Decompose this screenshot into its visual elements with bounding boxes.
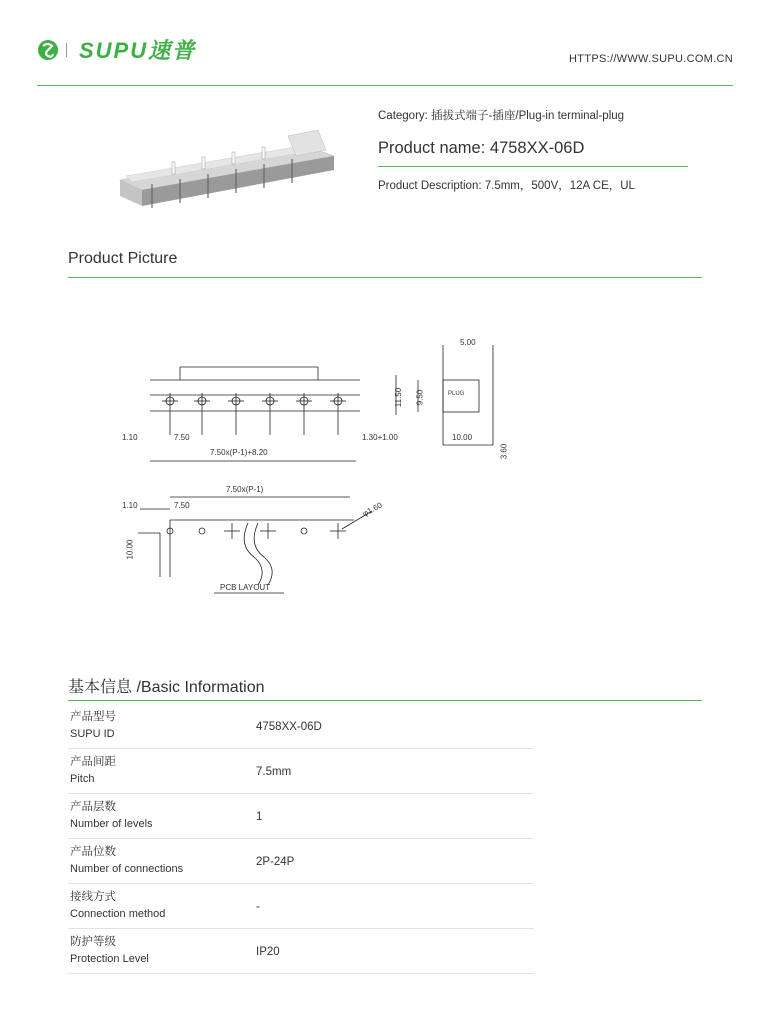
dim-bottom-total: 7.50x(P-1) <box>226 485 264 494</box>
row-label-zh: 防护等级 <box>70 936 116 948</box>
product-name-divider <box>378 166 688 167</box>
site-url[interactable]: HTTPS://WWW.SUPU.COM.CN <box>569 53 733 65</box>
dim-h2: 9.50 <box>415 389 425 406</box>
table-row <box>68 794 534 839</box>
dim-top-width: 5.00 <box>460 338 476 347</box>
header-divider <box>37 85 733 86</box>
row-label-zh: 接线方式 <box>70 891 116 903</box>
row-label-en: Protection Level <box>70 953 149 965</box>
table-row <box>68 929 534 974</box>
logo-wordmark: SUPU速普 <box>79 38 197 63</box>
product-category: Category: 插拔式端子-插座/Plug-in terminal-plug <box>378 110 625 122</box>
section-title-basic-info: 基本信息 /Basic Information <box>68 679 265 696</box>
dim-left-pad: 1.10 <box>122 433 138 442</box>
row-value: 7.5mm <box>256 766 292 778</box>
row-value: - <box>256 901 260 913</box>
table-row <box>68 884 534 929</box>
table-row <box>68 749 534 794</box>
dim-hole: φ1.60 <box>361 500 384 519</box>
row-label-zh: 产品位数 <box>70 846 116 858</box>
product-description: Product Description: 7.5mm，500V，12A CE，UL <box>378 180 635 192</box>
row-label-zh: 产品型号 <box>70 711 116 723</box>
dim-bottom-pitch: 7.50 <box>174 501 190 510</box>
dim-right: 1.30+1.00 <box>362 433 398 442</box>
row-value: 1 <box>256 811 263 823</box>
section-divider-picture <box>68 277 702 278</box>
row-label-en: SUPU ID <box>70 728 115 740</box>
table-row <box>68 839 534 884</box>
drawing-marking: PLUG <box>448 391 465 397</box>
dim-height: 10.00 <box>125 539 135 560</box>
product-name: Product name: 4758XX-06D <box>378 139 585 157</box>
drawing-caption: PCB LAYOUT <box>220 583 271 592</box>
dim-box-width: 10.00 <box>452 433 473 442</box>
dim-pitch: 7.50 <box>174 433 190 442</box>
row-label-zh: 产品层数 <box>70 801 116 813</box>
row-label-zh: 产品间距 <box>70 756 116 768</box>
technical-drawing <box>118 335 528 600</box>
section-divider-basic <box>68 700 702 701</box>
dim-bottom-left: 1.10 <box>122 501 138 510</box>
row-label-en: Connection method <box>70 908 166 920</box>
dim-total: 7.50x(P-1)+8.20 <box>210 448 268 457</box>
row-label-en: Pitch <box>70 773 95 785</box>
dim-h1: 11.50 <box>394 387 404 408</box>
row-label-en: Number of levels <box>70 818 153 830</box>
product-image <box>112 128 338 218</box>
table-row <box>68 704 534 749</box>
row-value: IP20 <box>256 946 280 958</box>
brand-logo[interactable] <box>36 38 236 64</box>
row-value: 2P-24P <box>256 856 295 868</box>
row-label-en: Number of connections <box>70 863 184 875</box>
basic-info-table <box>68 704 534 974</box>
row-value: 4758XX-06D <box>256 721 322 733</box>
dim-side-height: 3.60 <box>499 443 509 460</box>
section-title-product-picture: Product Picture <box>68 250 178 267</box>
